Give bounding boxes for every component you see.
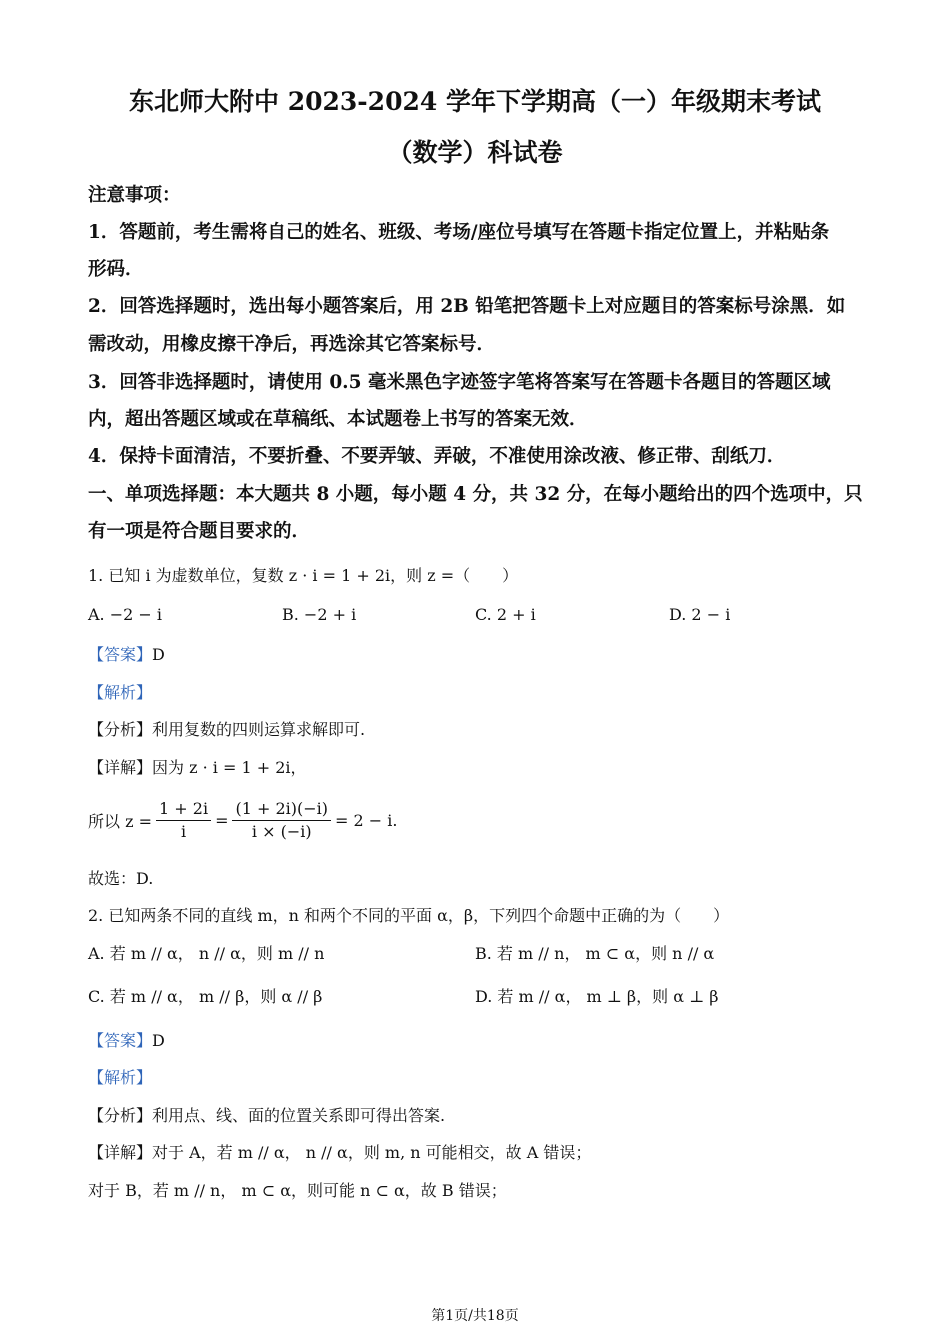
- xiangjie-tag: 【详解】: [88, 1143, 153, 1162]
- xiangjie-tag: 【详解】: [88, 758, 153, 777]
- note-line: 4．保持卡面清洁，不要折叠、不要弄皱、弄破，不准使用涂改液、修正带、刮纸刀．: [88, 446, 786, 467]
- q2-stem: 2. 已知两条不同的直线 m，n 和两个不同的平面 α，β，下列四个命题中正确的为（ ）: [88, 906, 730, 925]
- page-number: 第1页/共18页: [431, 1308, 519, 1324]
- note-line: 1．答题前，考生需将自己的姓名、班级、考场/座位号填写在答题卡指定位置上，并粘贴条: [88, 222, 830, 243]
- section-heading-cont: 有一项是符合题目要求的．: [88, 521, 311, 542]
- note-line: 内，超出答题区域或在草稿纸、本试题卷上书写的答案无效．: [88, 409, 588, 430]
- exam-subtitle: （数学）科试卷: [387, 138, 563, 167]
- note-line: 形码．: [88, 259, 144, 280]
- answer-tag: 【答案】: [88, 1031, 153, 1050]
- exam-title: 东北师大附中 2023-2024 学年下学期高（一）年级期末考试: [129, 87, 821, 116]
- fraction-2: [232, 798, 331, 843]
- q1-stem: 1. 已知 i 为虚数单位，复数 z · i = 1 + 2i，则 z =（ ）: [88, 566, 519, 585]
- fraction-1-numerator: 1 + 2i: [156, 798, 211, 821]
- q2-option-b: B. 若 m // n， m ⊂ α，则 n // α: [475, 944, 715, 963]
- section-heading: 一、单项选择题：本大题共 8 小题，每小题 4 分，共 32 分，在每小题给出的四个选项中，只: [88, 484, 863, 505]
- fraction-1-denominator: i: [180, 821, 187, 841]
- q1-calculation: [88, 793, 397, 847]
- q1-xiangjie: [88, 755, 307, 778]
- q2-option-c: C. 若 m // α， m // β，则 α // β: [88, 987, 323, 1006]
- q1-analysis-tag: 【解析】: [88, 683, 153, 702]
- fenxi-tag: 【分析】: [88, 720, 153, 739]
- fraction-2-numerator: (1 + 2i)(−i): [232, 798, 331, 821]
- q2-answer: [88, 1028, 165, 1051]
- fenxi-text: 利用复数的四则运算求解即可.: [152, 720, 366, 739]
- notes-heading: 注意事项：: [88, 185, 181, 206]
- answer-value: D: [152, 1031, 165, 1050]
- q2-option-d: D. 若 m // α， m ⊥ β，则 α ⊥ β: [475, 987, 719, 1006]
- fraction-2-denominator: i × (−i): [251, 821, 312, 841]
- q2-xiangjie: [88, 1140, 591, 1163]
- q1-option-d: D. 2 − i: [669, 605, 731, 624]
- note-line: 3．回答非选择题时，请使用 0.5 毫米黑色字迹签字笔将答案写在答题卡各题目的答题区域: [88, 372, 831, 393]
- q1-fenxi: [88, 717, 365, 740]
- note-line: 需改动，用橡皮擦干净后，再选涂其它答案标号．: [88, 334, 496, 355]
- q1-option-b: B. −2 + i: [282, 605, 357, 624]
- answer-tag: 【答案】: [88, 645, 153, 664]
- q2-analysis-tag: 【解析】: [88, 1068, 153, 1087]
- q2-fenxi: [88, 1103, 445, 1126]
- q1-option-a: A. −2 − i: [88, 605, 163, 624]
- q1-conclusion: 故选：D.: [88, 869, 154, 888]
- xiangjie-text: 因为 z · i = 1 + 2i，: [152, 758, 307, 777]
- fraction-1: [156, 798, 211, 843]
- calc-result: = 2 − i.: [335, 810, 398, 830]
- note-line: 2．回答选择题时，选出每小题答案后，用 2B 铅笔把答题卡上对应题目的答案标号涂黑．如: [88, 296, 846, 317]
- q1-option-c: C. 2 + i: [475, 605, 536, 624]
- q2-option-a: A. 若 m // α， n // α，则 m // n: [88, 944, 325, 963]
- fenxi-tag: 【分析】: [88, 1106, 153, 1125]
- q2-line-b: 对于 B，若 m // n， m ⊂ α，则可能 n ⊂ α，故 B 错误；: [88, 1181, 507, 1200]
- answer-value: D: [152, 645, 165, 664]
- q1-answer: [88, 642, 165, 665]
- fenxi-text: 利用点、线、面的位置关系即可得出答案.: [152, 1106, 446, 1125]
- equals-sign: =: [215, 810, 229, 830]
- calc-prefix: 所以 z =: [88, 811, 153, 831]
- xiangjie-text: 对于 A，若 m // α， n // α，则 m, n 可能相交，故 A 错误；: [152, 1143, 592, 1162]
